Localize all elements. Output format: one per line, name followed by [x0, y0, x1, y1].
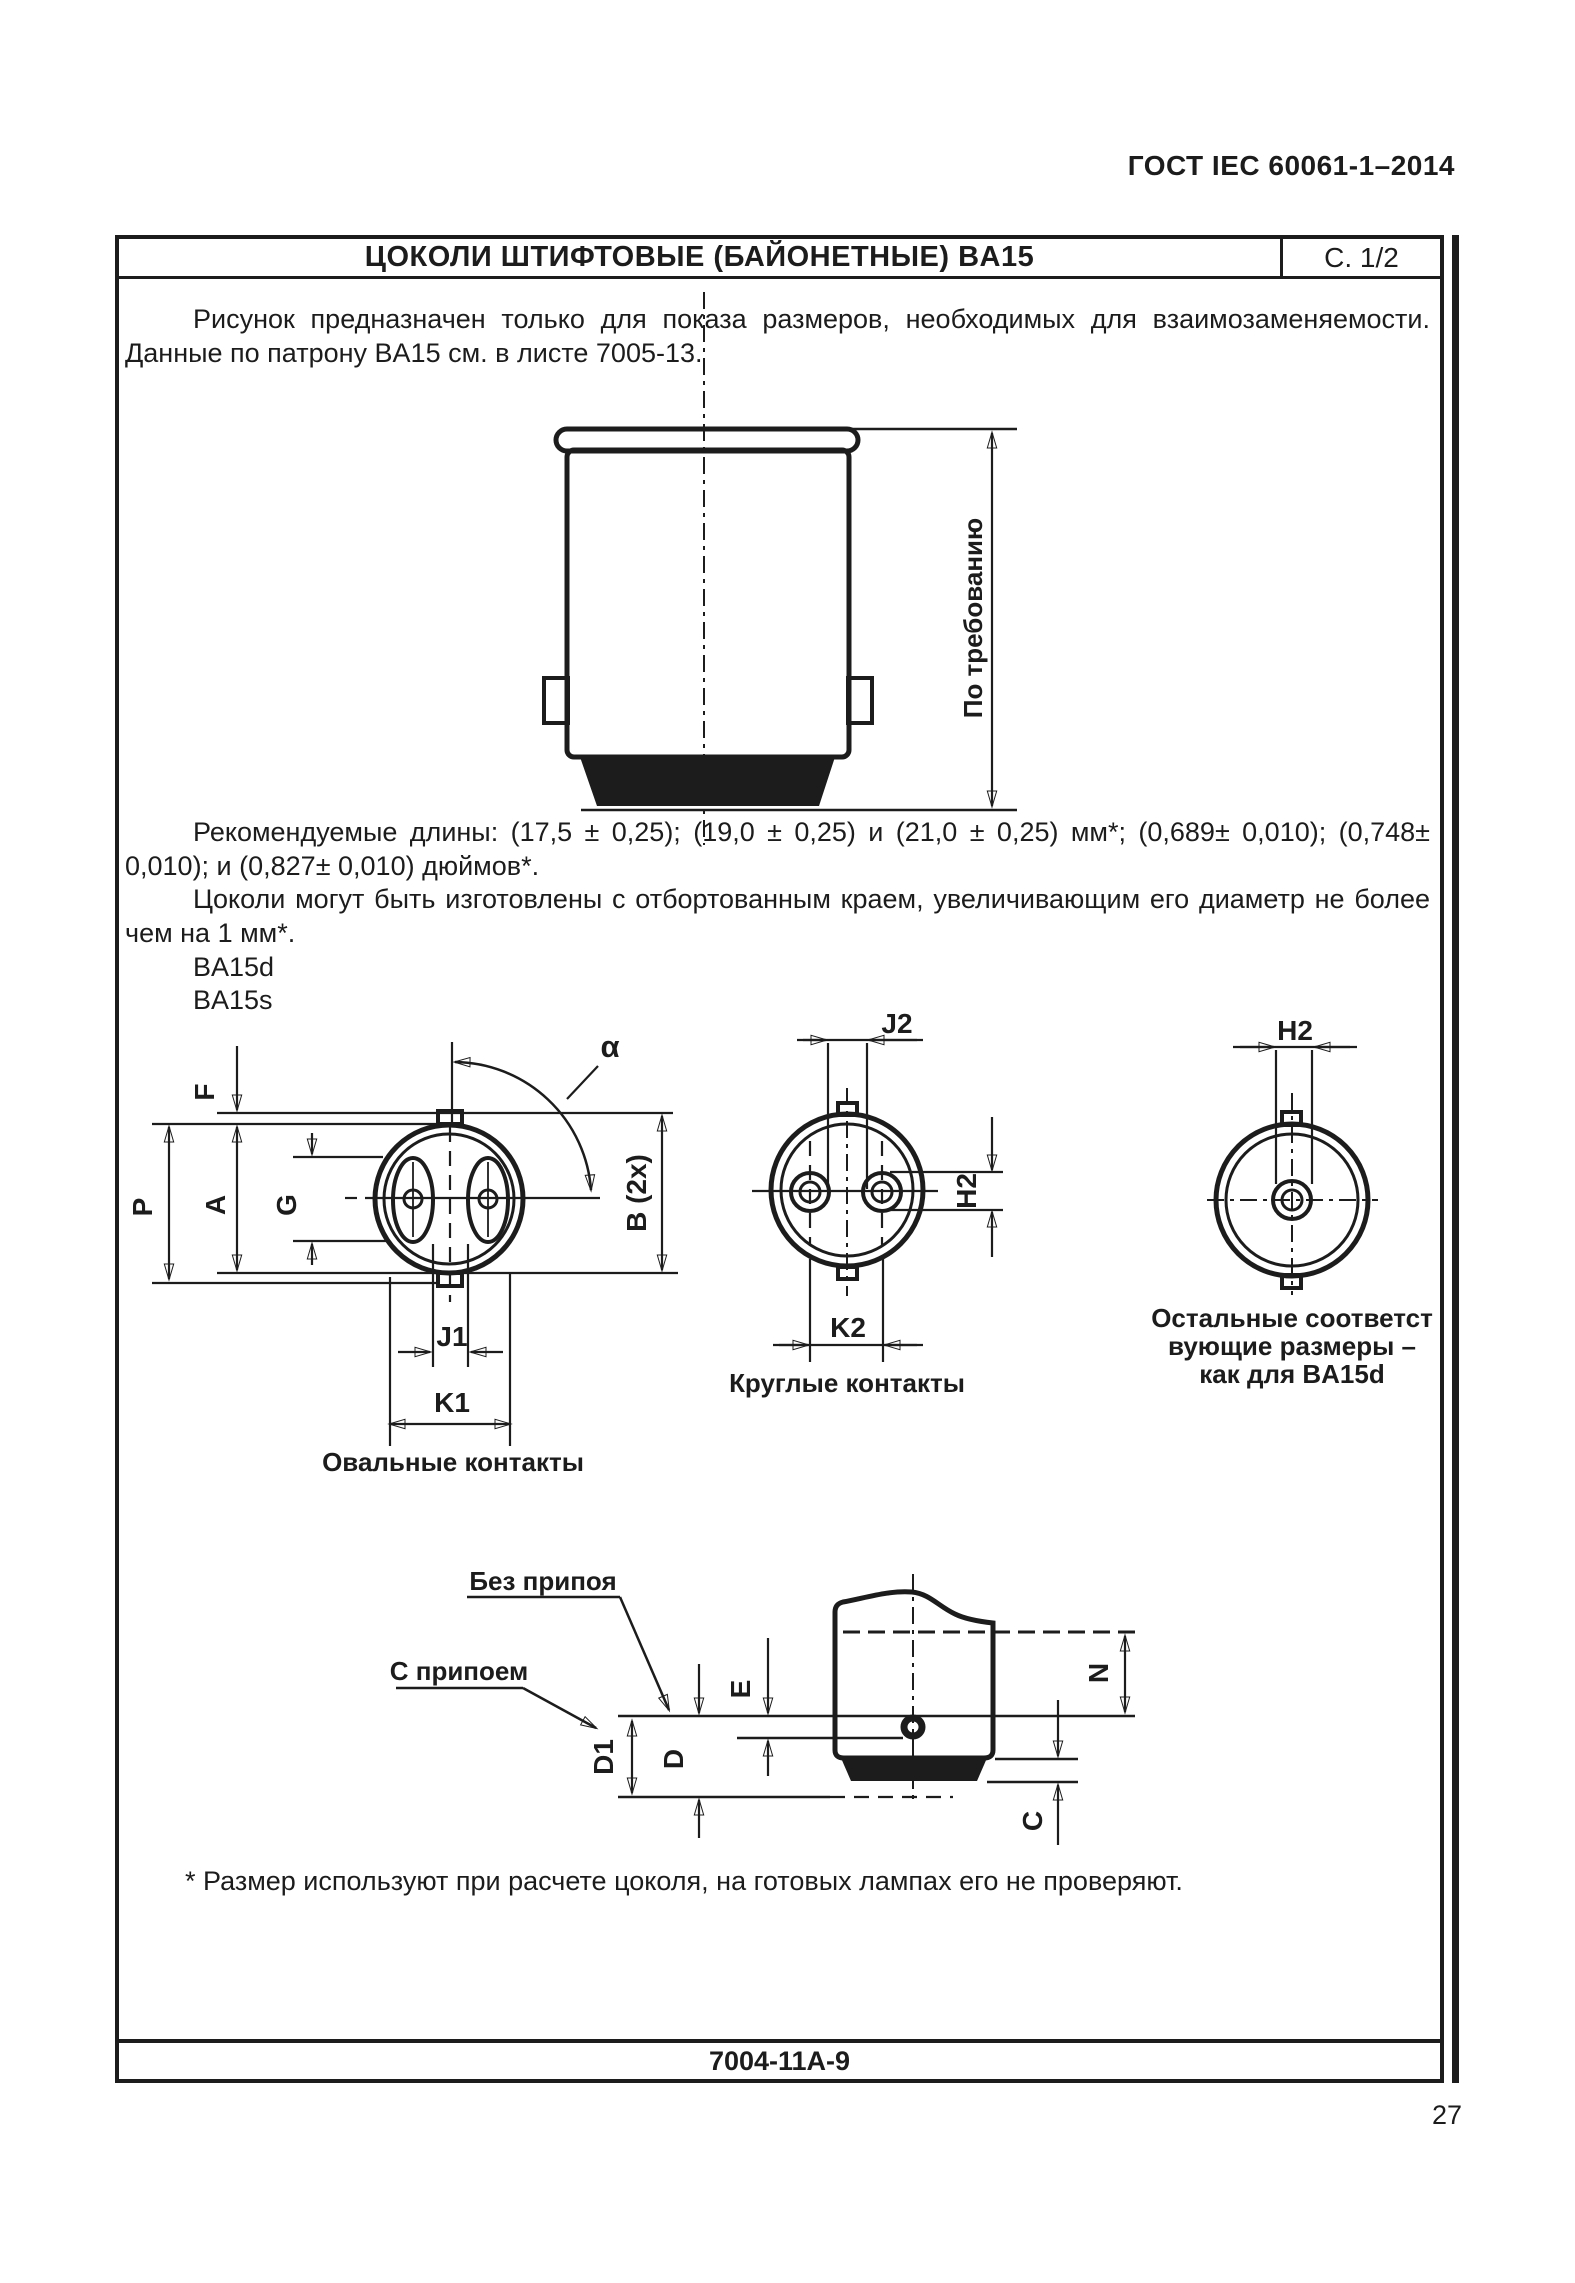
cap-side-view — [544, 292, 1017, 845]
recommended-lengths-paragraph: Рекомендуемые длины: (17,5 ± 0,25); (19,0 ± 0,25) и (21,0 ± 0,25) мм*; (0,689± 0,010); (0,748± 0,010); и (0,827± 0,010) дюймов*. — [125, 817, 1430, 881]
leader-label-with-solder: С припоем — [389, 1656, 529, 1686]
dim-label-b2x: B (2x) — [621, 1154, 652, 1232]
dim-label-alpha: α — [600, 1029, 620, 1064]
caption-rest-line2: вующие размеры – — [1167, 1331, 1417, 1361]
dim-label-g: G — [271, 1194, 302, 1216]
dim-label-k1: K1 — [434, 1387, 470, 1418]
dim-label-j1: J1 — [436, 1321, 468, 1352]
dim-label-c: C — [1017, 1810, 1048, 1832]
dim-label-on-request: По требованию — [958, 517, 988, 719]
dim-label-d1: D1 — [588, 1739, 619, 1775]
solder-detail-view — [390, 1566, 1135, 1845]
dim-label-a: A — [200, 1194, 231, 1216]
single-contact-view — [1151, 1015, 1433, 1389]
flange-note-paragraph: Цоколи могут быть изготовлены с отбортованным краем, увеличивающим его диаметр не более чем на 1 мм*. — [125, 884, 1430, 948]
dim-label-h2-side: H2 — [951, 1173, 982, 1209]
variant-ba15s: BA15s — [193, 985, 273, 1015]
leader-label-no-solder: Без припоя — [469, 1566, 617, 1596]
caption-oval-contacts: Овальные контакты — [322, 1447, 584, 1477]
variant-ba15d: BA15d — [193, 952, 275, 982]
sheet-code: 7004-11A-9 — [119, 2039, 1440, 2079]
dim-label-f: F — [189, 1083, 220, 1101]
caption-rest-line1: Остальные соответст — [1151, 1303, 1433, 1333]
dim-label-d: D — [658, 1748, 689, 1770]
dim-label-e: E — [725, 1679, 756, 1699]
sheet-title: ЦОКОЛИ ШТИФТОВЫЕ (БАЙОНЕТНЫЕ) BA15 — [364, 241, 1035, 273]
page-number: 27 — [1431, 2100, 1462, 2130]
standard-designation: ГОСТ IEC 60061-1–2014 — [1127, 150, 1455, 181]
oval-contacts-view — [127, 1029, 678, 1477]
sheet-page-ref: С. 1/2 — [1280, 239, 1440, 276]
caption-round-contacts: Круглые контакты — [729, 1368, 965, 1398]
dim-label-h2-top: H2 — [1277, 1015, 1313, 1046]
dim-label-p: P — [127, 1197, 158, 1217]
intro-paragraph: Рисунок предназначен только для показа размеров, необходимых для взаимозаменяемости. Данные по патрону BA15 см. в листе 7005-13. — [125, 304, 1430, 368]
dim-label-k2: K2 — [830, 1312, 866, 1343]
caption-rest-line3: как для BA15d — [1199, 1359, 1385, 1389]
round-contacts-view — [729, 1008, 1003, 1398]
dim-label-n: N — [1083, 1662, 1114, 1684]
dim-label-j2: J2 — [881, 1008, 913, 1039]
footnote: * Размер используют при расчете цоколя, на готовых лампах его не проверяют. — [185, 1866, 1183, 1896]
